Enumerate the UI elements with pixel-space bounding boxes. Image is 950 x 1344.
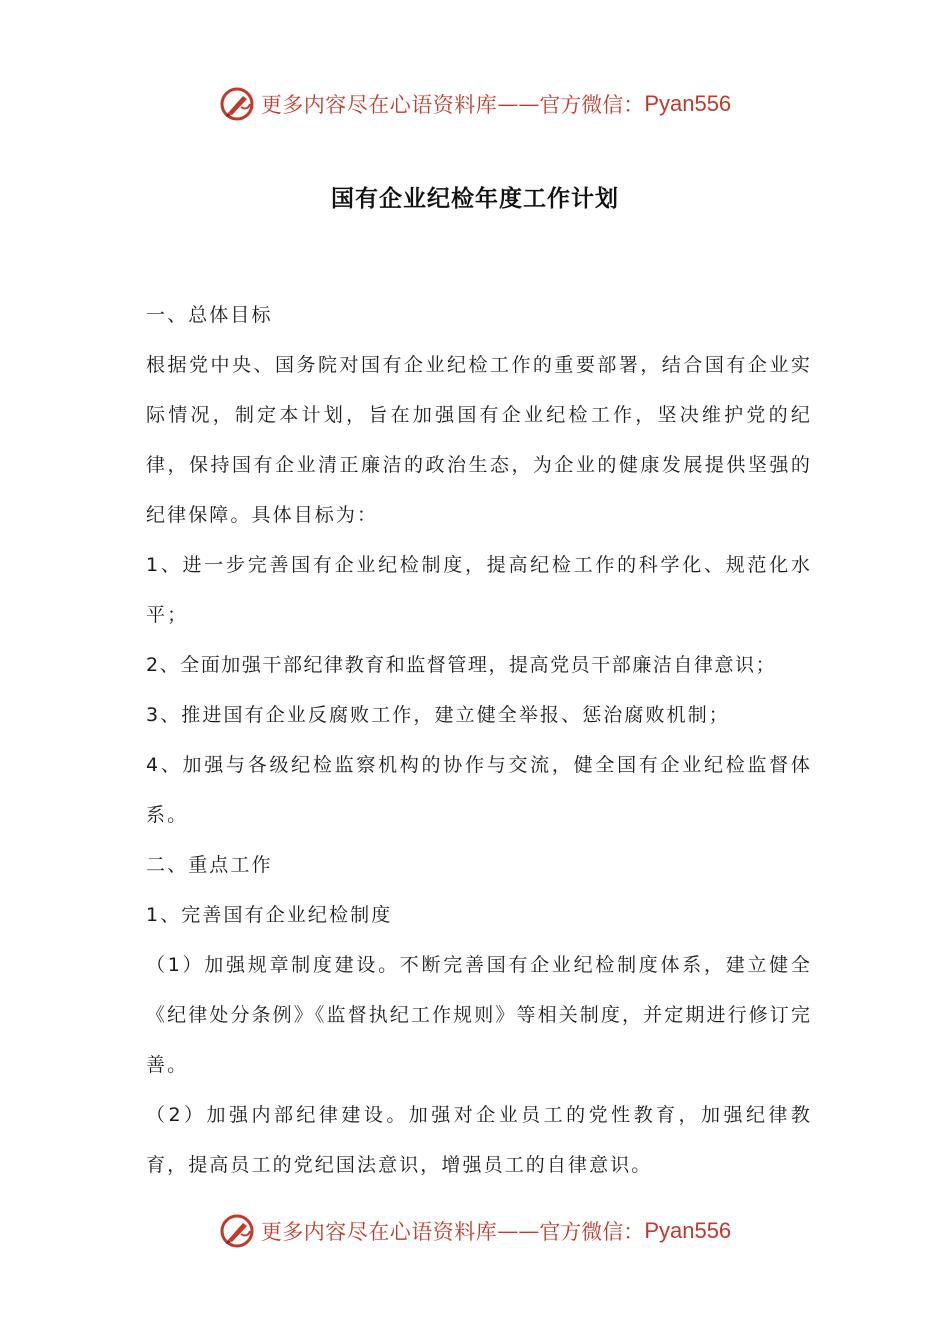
work-item: （1）加强规章制度建设。不断完善国有企业纪检制度体系，建立健全《纪律处分条例》《监督执纪工作规则》等相关制度，并定期进行修订完善。 <box>146 954 812 1076</box>
header-watermark <box>0 82 950 126</box>
watermark-dash: —— <box>497 1219 540 1243</box>
watermark-contact-id: Pyan556 <box>644 91 732 116</box>
work-item: （2）加强内部纪律建设。加强对企业员工的党性教育，加强纪律教育，提高员工的党纪国法意识，增强员工的自律意识。 <box>146 1104 812 1176</box>
goal-item: 1、进一步完善国有企业纪检制度，提高纪检工作的科学化、规范化水平； <box>146 554 812 626</box>
watermark-contact-label: 官方微信： <box>539 93 645 117</box>
pen-logo-icon <box>219 86 255 122</box>
pen-logo-icon <box>219 1213 255 1249</box>
goal-item: 3、推进国有企业反腐败工作，建立健全举报、惩治腐败机制； <box>146 704 730 726</box>
goal-item: 2、全面加强干部纪律教育和监督管理，提高党员干部廉洁自律意识； <box>146 654 777 676</box>
watermark-contact-id: Pyan556 <box>644 1218 732 1243</box>
watermark-text: 更多内容尽在心语资料库 <box>260 93 498 117</box>
watermark-contact-label: 官方微信： <box>539 1220 645 1244</box>
watermark-dash: —— <box>497 92 540 116</box>
watermark-text: 更多内容尽在心语资料库 <box>260 1220 498 1244</box>
section-heading: 二、重点工作 <box>146 854 273 876</box>
section-heading: 一、总体目标 <box>146 304 273 326</box>
goal-item: 4、加强与各级纪检监察机构的协作与交流，健全国有企业纪检监督体系。 <box>146 754 812 826</box>
paragraph: 根据党中央、国务院对国有企业纪检工作的重要部署，结合国有企业实际情况，制定本计划，旨在加强国有企业纪检工作，坚决维护党的纪律，保持国有企业清正廉洁的政治生态，为企业的健康发展提供坚强的纪律保障。具体目标为： <box>146 354 812 526</box>
document-body <box>146 290 812 1190</box>
subsection-heading: 1、完善国有企业纪检制度 <box>146 904 393 926</box>
footer-watermark <box>0 1209 950 1253</box>
document-title: 国有企业纪检年度工作计划 <box>331 186 619 212</box>
